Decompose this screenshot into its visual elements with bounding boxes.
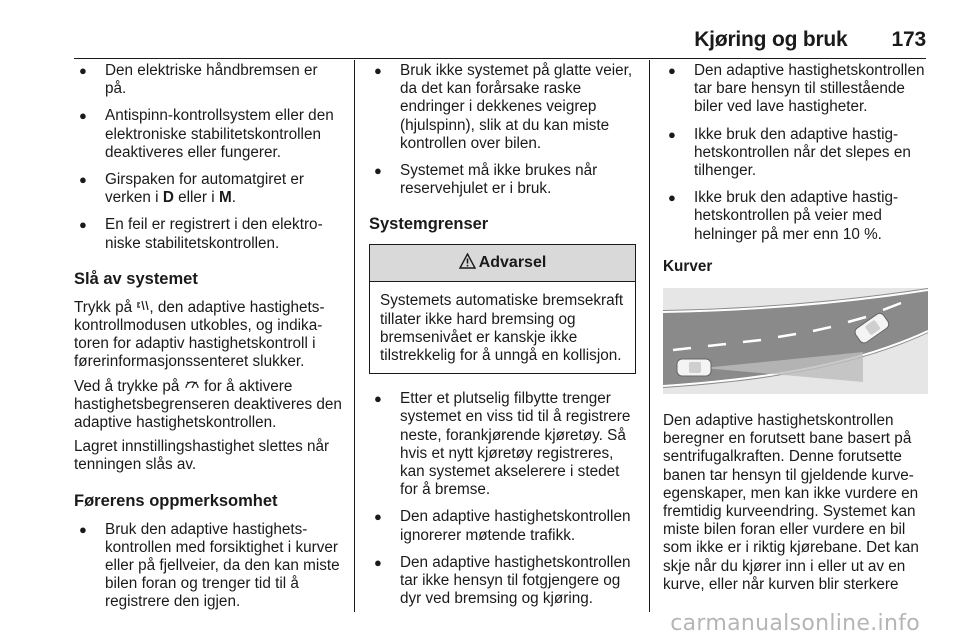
page-header [694, 28, 926, 58]
paragraph: Den adaptive hastighetskontrollen beregner en forutsett bane basert på sentrifugalkraften. Denne forutsette banen tar hensyn til gjeldende kurveegenskaper, men kan ikke vurdere en fremtidig kurveendring. Systemet kan miste bilen foran eller vurdere en bil som ikke er i riktig kjørebane. Det kan skje når du kjører inn i eller ut av en kurve, eller når kurven blir sterkere [663, 412, 919, 593]
gear-m-label: M [218, 189, 232, 207]
list-item: ● Den adaptive hastighetskontrollen ignorerer møtende trafikk. [369, 508, 636, 544]
list-item [74, 171, 342, 207]
heading-system-limits: Systemgrenser [369, 215, 489, 234]
warning-header [370, 245, 635, 282]
column-1 [74, 62, 342, 621]
paragraph-text: Trykk på [74, 298, 137, 316]
column-divider-1 [354, 60, 355, 612]
warning-title: Advarsel [478, 254, 547, 272]
list-item: ● Ikke bruk den adaptive hastighetskontrollen på veier med helninger på mer enn 10 %. [663, 189, 928, 244]
column-2 [369, 62, 636, 617]
paragraph-text: for å aktivere hastighetsbegrenseren deaktiveres den adaptive hastighetskontrollen. [74, 377, 342, 432]
watermark: carmanualsonline.info [670, 611, 920, 636]
paragraph [74, 378, 342, 433]
own-car-icon [677, 359, 711, 376]
warning-text: Systemets automatiske bremsekraft tillater ikke hard bremsing og bremsenivået er kanskje ikke tilstrekkelig for å unngå en kollisjon. [380, 292, 624, 365]
list-item-text: eller i [173, 189, 219, 207]
list-item: ● En feil er registrert i den elektroniske stabilitetskontrollen. [74, 216, 342, 252]
column-3 [663, 62, 928, 600]
warning-triangle-icon [459, 253, 476, 274]
heading-driver-attention: Førerens oppmerksomhet [74, 491, 278, 510]
speed-limiter-icon [184, 378, 200, 396]
list-item: ● Den elektriske håndbremsen er på. [74, 62, 342, 98]
heading-switch-off: Slå av systemet [74, 269, 198, 288]
section-title: Kjøring og bruk [694, 28, 848, 51]
header-rule [74, 58, 926, 59]
list-item: ● Antispinn-kontrollsystem eller den elektroniske stabilitetskontrollen deaktiveres eller fungerer. [74, 107, 342, 162]
warning-box [369, 244, 636, 374]
list-item: ● Den adaptive hastighetskontrollen tar bare hensyn til stillestående biler ved lave hastigheter. [663, 62, 928, 117]
cruise-control-icon [136, 299, 149, 317]
paragraph: Lagret innstillingshastighet slettes når tenningen slås av. [74, 438, 330, 474]
paragraph-text: , den adaptive hastighetskontrollmodusen utkobles, og indikatoren for adaptiv hastighetskontroll i førerinformasjonssenteret slukker. [74, 298, 325, 371]
list-item: ● Ikke bruk den adaptive hastighetskontrollen når det slepes en tilhenger. [663, 126, 928, 181]
paragraph-text: Ved å trykke på [74, 377, 184, 395]
list-item: ● Systemet må ikke brukes når reservehjulet er i bruk. [369, 162, 636, 198]
list-item: ● Bruk den adaptive hastighetskontrollen med forsiktighet i kurver eller på fjellveier, da den kan miste bilen foran og trenger tid til å registrere den igjen. [74, 521, 342, 612]
list-item: ● Den adaptive hastighetskontrollen tar ikke hensyn til fotgjengere og dyr ved bremsing og kjøring. [369, 554, 636, 609]
gear-d-label: D [162, 189, 174, 207]
list-item-text: Girspaken for automatgiret er verken i [105, 171, 304, 207]
list-item: ● Etter et plutselig filbytte trenger systemet en viss tid til å registrere neste, forankjørende kjøretøy. Så hvis et nytt kjøretøy registreres, kan systemet akselerere i stedet for å bremse. [369, 390, 636, 499]
list-item: ● Bruk ikke systemet på glatte veier, da det kan forårsake raske endringer i dekkenes veigrep (hjulspinn), slik at du kan miste kontrollen over bilen. [369, 62, 636, 153]
list-item-text: . [231, 189, 236, 207]
page-number: 173 [891, 28, 926, 51]
column-divider-2 [649, 60, 650, 612]
curve-illustration [663, 288, 928, 394]
paragraph [74, 299, 342, 372]
heading-curves: Kurver [663, 257, 713, 275]
